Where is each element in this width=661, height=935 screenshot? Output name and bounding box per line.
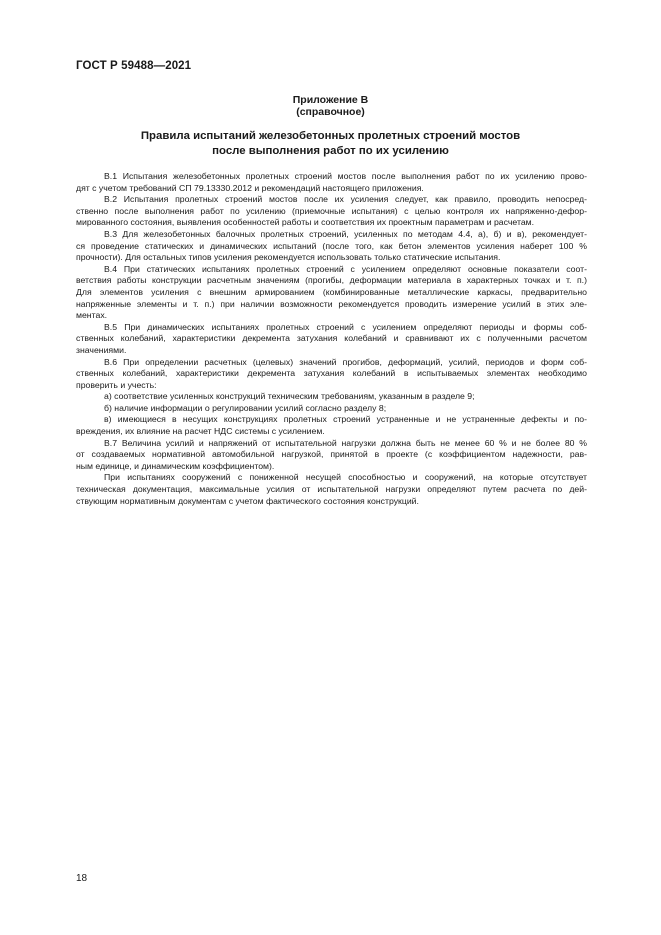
list-item-b: б) наличие информации о регулировании усилий согласно разделу 8;: [104, 402, 387, 413]
paragraph-b2-line-2: ственно после выполнения работ по усилению (приемочные испытания) с целью контроля их напряженно-дефор-: [76, 205, 587, 216]
paragraph-b7-line-1: В.7 Величина усилий и напряжений от испытательной нагрузки должна быть не менее 60 % и не более 80 %: [104, 437, 587, 448]
body-text: [76, 171, 587, 507]
paragraph-b4-line-2: ветствия работы конструкции расчетным значениям (прогибы, деформации материала в характерных точках и т. п.): [76, 275, 587, 286]
paragraph-b1-line-2: дят с учетом требований СП 79.13330.2012 и рекомендаций настоящего приложения.: [76, 182, 424, 193]
paragraph-b6-line-2: ственных колебаний, характеристики декремента затухания колебаний в испытываемых элементах необходимо: [76, 368, 587, 379]
appendix-title: Приложение В: [292, 94, 369, 106]
document-code: ГОСТ Р 59488—2021: [76, 60, 192, 72]
list-item-v-line-2: вреждения, их влияние на расчет НДС системы с усилением.: [76, 426, 325, 437]
section-heading-line-1: Правила испытаний железобетонных пролетных строений мостов: [140, 130, 521, 142]
paragraph-b1-line-1: В.1 Испытания железобетонных пролетных строений мостов после выполнения работ по их усилению прово-: [104, 171, 587, 181]
paragraph-b6-line-1: В.6 При определении расчетных (целевых) значений прогибов, деформаций, усилий, периодов и форм соб-: [104, 356, 587, 367]
paragraph-b4-line-4: напряженные элементы и т. п.) при наличии возможности рекомендуется проводить измерение усилий в этих эле-: [76, 298, 587, 309]
paragraph-b5-line-1: В.5 При динамических испытаниях пролетных строений с усилением определяют периоды и формы соб-: [104, 321, 587, 332]
paragraph-b5-line-2: ственных колебаний, характеристики декремента затухания колебаний и сравнивают их с полученными расчетом: [76, 333, 587, 344]
paragraph-b4-line-1: В.4 При статических испытаниях пролетных строений с усилением определяют основные показатели соот-: [104, 263, 587, 274]
paragraph-final-line-1: При испытаниях сооружений с пониженной несущей способностью и сооружений, на которые отсутствует: [104, 472, 587, 483]
page-number: 18: [76, 873, 88, 884]
paragraph-final-line-3: ствующим нормативным документам с учетом фактического состояния конструкций.: [76, 495, 419, 506]
paragraph-b3-line-1: В.3 Для железобетонных балочных пролетных строений, усиленных по методам 4.4, а), б) и в), рекомендует-: [104, 228, 587, 239]
section-heading: [0, 129, 661, 159]
paragraph-b7-line-3: ным единице, и динамическим коэффициентом).: [76, 460, 275, 471]
paragraph-b5-line-3: значениями.: [76, 344, 127, 355]
paragraph-b3-line-3: прочности). Для остальных типов усиления рекомендуется использовать только статические испытания.: [76, 252, 501, 263]
paragraph-b4-line-3: Для элементов усиления с внешним армированием (комбинированные металлические каркасы, предварительно: [76, 286, 587, 297]
paragraph-b3-line-2: ся проведение статических и динамических испытаний (после того, как бетон элементов усиления наберет 100 %: [76, 240, 587, 251]
list-item-v-line-1: в) имеющиеся в несущих конструкциях пролетных строений устраненные и не устраненные дефекты и по-: [104, 414, 587, 425]
paragraph-final-line-2: техническая документация, максимальные усилия от испытательной нагрузки определяют путем расчета по дей-: [76, 484, 587, 495]
paragraph-b7-line-2: от создаваемых нормативной автомобильной нагрузкой, принятой в проекте (с коэффициентом надежности, рав-: [76, 449, 587, 460]
paragraph-b4-line-5: ментах.: [76, 310, 108, 321]
paragraph-b6-line-3: проверить и учесть:: [76, 379, 157, 390]
paragraph-b2-line-1: В.2 Испытания пролетных строений мостов после их усиления следует, как правило, проводить непосред-: [104, 194, 587, 205]
list-item-a: а) соответствие усиленных конструкций техническим требованиям, указанным в разделе 9;: [104, 391, 475, 402]
paragraph-b2-line-3: мированного состояния, выявления особенностей работы и соответствия их проектным параметрам и расчетам.: [76, 217, 535, 228]
section-heading-line-2: после выполнения работ по их усилению: [212, 145, 449, 157]
appendix-subtitle: (справочное): [296, 106, 365, 118]
